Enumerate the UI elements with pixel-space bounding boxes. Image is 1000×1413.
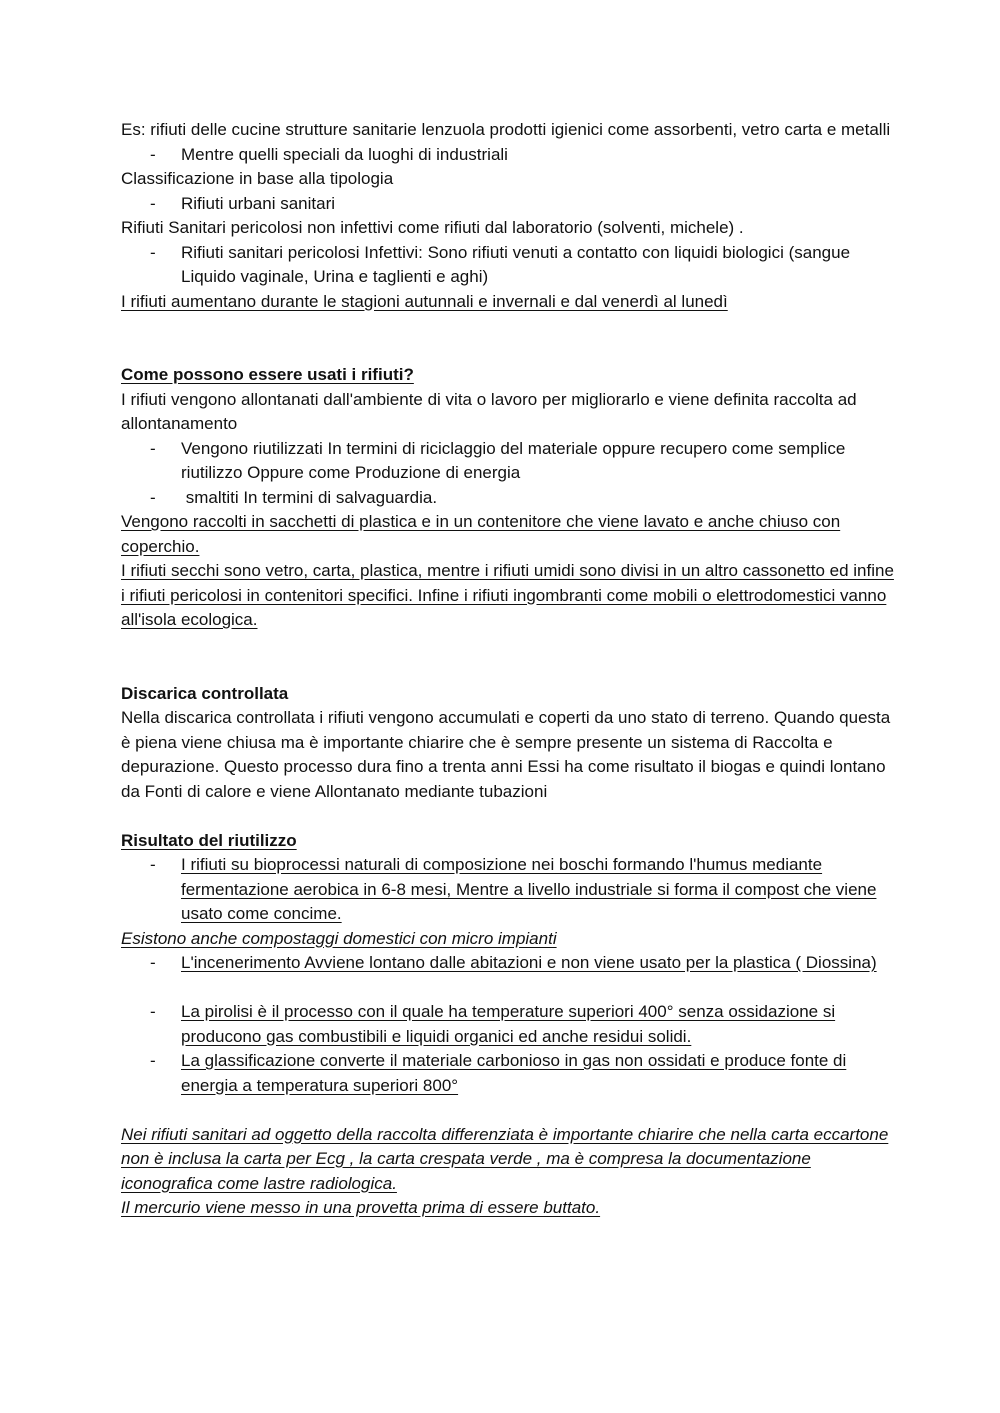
list-dash: -: [150, 855, 156, 874]
list-dash: -: [150, 487, 156, 507]
list-item: [121, 143, 901, 168]
list-item-text: La glassificazione converte il materiale carbonioso in gas non ossidati e produce fonte di energia a temperatura superiori 800°: [181, 1051, 847, 1095]
sorting-paragraph: I rifiuti secchi sono vetro, carta, plastica, mentre i rifiuti umidi sono divisi in un altro cassonetto ed infine i rifiuti pericolosi in contenitori specifici. Infine i rifiuti ingombranti come mobili o elettrodomestici vanno all'isola ecologica.: [121, 561, 894, 629]
list-item-text: Mentre quelli speciali da luoghi di industriali: [181, 144, 508, 164]
list-item: [121, 437, 901, 486]
list-dash: -: [150, 1051, 156, 1070]
list-item-text: Rifiuti sanitari pericolosi Infettivi: Sono rifiuti venuti a contatto con liquidi biologici (sangue Liquido vaginale, Urina e taglienti e aghi): [181, 242, 851, 286]
list-item-text: Vengono riutilizzati In termini di riciclaggio del materiale oppure recupero come semplice riutilizzo Oppure come Produzione di energia: [181, 438, 846, 482]
landfill-heading: Discarica controllata: [121, 683, 289, 703]
list-item-text: La pirolisi è il processo con il quale ha temperature superiori 400° senza ossidazione si producono gas combustibili e liquidi organici ed anche residui solidi.: [181, 1002, 836, 1046]
seasonal-note: I rifiuti aumentano durante le stagioni autunnali e invernali e dal venerdì al lunedì: [121, 291, 728, 311]
list-item: [121, 486, 901, 511]
list-item: [121, 1049, 901, 1098]
list-item: [121, 951, 901, 976]
intro-line-2: Rifiuti Sanitari pericolosi non infettivi come rifiuti dal laboratorio (solventi, michele) .: [121, 218, 744, 237]
usage-heading: Come possono essere usati i rifiuti?: [121, 365, 414, 384]
list-dash: -: [150, 242, 156, 262]
closing-paragraph: Nei rifiuti sanitari ad oggetto della raccolta differenziata è importante chiarire che nella carta eccartone non è inclusa la carta per Ecg , la carta crespata verde , ma è compresa la documentazione iconografica come lastre radiologica.: [121, 1124, 889, 1193]
document-page: [121, 118, 901, 1221]
list-item-text: smaltiti In termini di salvaguardia.: [181, 487, 438, 507]
usage-text: I rifiuti vengono allontanati dall'ambiente di vita o lavoro per migliorarlo e viene definita raccolta ad allontanamento: [121, 389, 857, 433]
list-item: [121, 1000, 901, 1049]
list-item: [121, 192, 901, 217]
spacer: [121, 633, 901, 682]
list-item: [121, 853, 901, 927]
intro-line-1: Es: rifiuti delle cucine strutture sanitarie lenzuola prodotti igienici come assorbenti, vetro carta e metalli: [121, 120, 891, 139]
classification-line: Classificazione in base alla tipologia: [121, 169, 394, 188]
list-dash: -: [150, 144, 156, 164]
list-dash: -: [150, 438, 156, 458]
spacer: [121, 804, 901, 829]
list-item-text: L'incenerimento Avviene lontano dalle abitazioni e non viene usato per la plastica ( Diossina): [181, 953, 877, 972]
spacer: [121, 976, 901, 1001]
list-dash: -: [150, 1002, 156, 1021]
list-item-text: I rifiuti su bioprocessi naturali di composizione nei boschi formando l'humus mediante fermentazione aerobica in 6-8 mesi, Mentre a livello industriale si forma il compost che viene usato come concime.: [181, 855, 877, 923]
list-dash: -: [150, 193, 156, 213]
list-item: [121, 241, 901, 290]
spacer: [121, 314, 901, 363]
reuse-heading: Risultato del riutilizzo: [121, 830, 297, 850]
landfill-text: Nella discarica controllata i rifiuti vengono accumulati e coperti da uno stato di terreno. Quando questa è piena viene chiusa ma è importante chiarire che è sempre presente un sistema di Raccolta e depurazione. Questo processo dura fino a trenta anni Essi ha come risultato il biogas e quindi lontano da Fonti di calore e viene Allontanato mediante tubazioni: [121, 708, 891, 801]
mercury-note: Il mercurio viene messo in una provetta prima di essere buttato.: [121, 1198, 601, 1217]
list-dash: -: [150, 953, 156, 972]
spacer: [121, 1098, 901, 1123]
composting-note: Esistono anche compostaggi domestici con micro impianti: [121, 928, 557, 948]
list-item-text: Rifiuti urbani sanitari: [181, 193, 336, 213]
collection-paragraph: Vengono raccolti in sacchetti di plastica e in un contenitore che viene lavato e anche chiuso con coperchio.: [121, 512, 841, 556]
